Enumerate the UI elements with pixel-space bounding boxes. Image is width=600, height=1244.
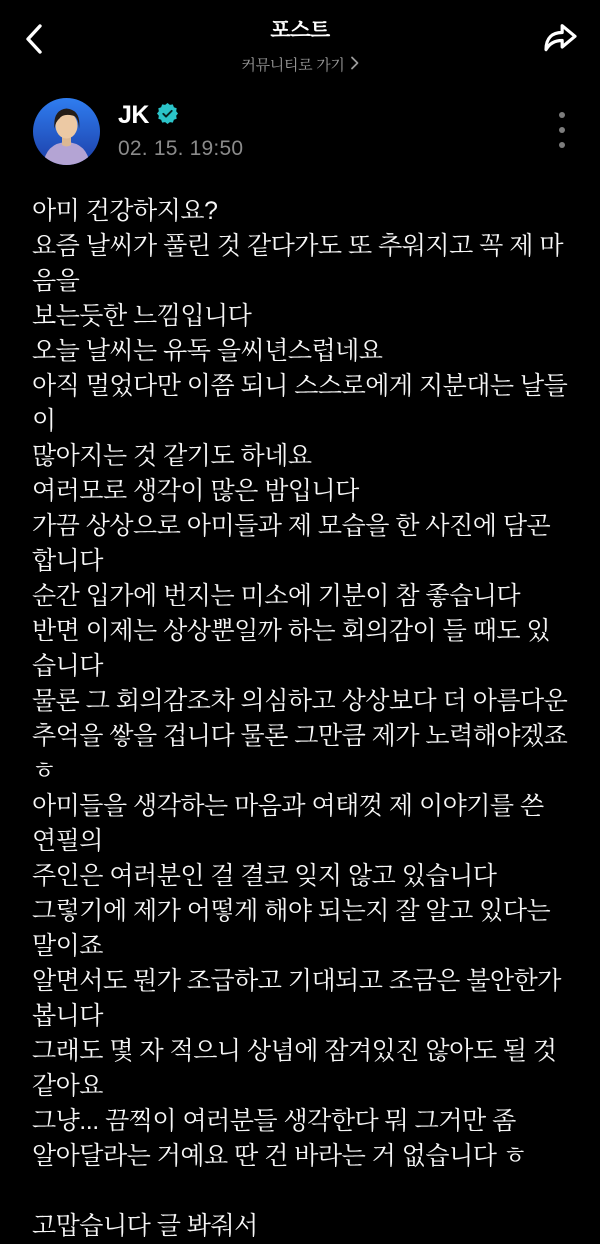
profile-photo-icon xyxy=(33,152,100,169)
post-line: 말이죠 xyxy=(32,932,103,960)
post-line: 물론 그 회의감조차 의심하고 상상보다 더 아름다운 xyxy=(32,687,568,715)
post-line xyxy=(32,1174,572,1209)
post-body xyxy=(0,178,600,1244)
post-line: 알아달라는 거예요 딴 건 바라는 거 없습니다 ㅎ xyxy=(32,1142,527,1170)
post-line: 그렇기에 제가 어떻게 해야 되는지 잘 알고 있다는 xyxy=(32,897,551,925)
verified-badge-icon xyxy=(157,103,178,129)
author-name: JK xyxy=(118,101,149,129)
post-line: 주인은 여러분인 걸 결코 잊지 않고 있습니다 xyxy=(32,862,497,890)
post-line: 여러모로 생각이 많은 밤입니다 xyxy=(32,477,359,505)
post-line: 알면서도 뭔가 조급하고 기대되고 조금은 불안한가 xyxy=(32,967,561,995)
post-line: 보는듯한 느낌입니다 xyxy=(32,302,252,330)
post-line: 고맙습니다 글 봐줘서 xyxy=(32,1212,258,1240)
post-line: 같아요 xyxy=(32,1072,103,1100)
post-line: 반면 이제는 상상뿐일까 하는 회의감이 들 때도 있습니다 xyxy=(32,617,551,680)
post-line: 아미 건강하지요? xyxy=(32,197,218,225)
share-button[interactable] xyxy=(536,14,584,62)
page-title: 포스트 xyxy=(270,19,330,42)
post-line: 요즘 날씨가 풀린 것 같다가도 또 추워지고 꼭 제 마음을 xyxy=(32,232,564,295)
post-line: 순간 입가에 번지는 미소에 기분이 참 좋습니다 xyxy=(32,582,521,610)
post-line: 아미들을 생각하는 마음과 여태껏 제 이야기를 쓴 연필의 xyxy=(32,792,544,855)
chevron-left-icon xyxy=(22,22,46,59)
back-button[interactable] xyxy=(14,18,54,62)
chevron-right-icon xyxy=(350,56,359,74)
post-line: 오늘 날씨는 유독 을씨년스럽네요 xyxy=(32,337,383,365)
more-options-button[interactable] xyxy=(546,106,578,154)
post-line: 합니다 xyxy=(32,547,103,575)
post-line: 가끔 상상으로 아미들과 제 모습을 한 사진에 담곤 xyxy=(32,512,551,540)
post-line: 추억을 쌓을 겁니다 물론 그만큼 제가 노력해야겠죠ㅎ xyxy=(32,722,568,785)
post-line: 봅니다 xyxy=(32,1002,103,1030)
post-line: 그냥... 끔찍이 여러분들 생각한다 뭐 그거만 좀 xyxy=(32,1107,516,1135)
post-line: 아직 멀었다만 이쯤 되니 스스로에게 지분대는 날들이 xyxy=(32,372,568,435)
kebab-menu-icon xyxy=(559,112,565,148)
go-to-community-link[interactable] xyxy=(241,54,358,75)
author-row[interactable] xyxy=(118,101,243,130)
go-to-community-label: 커뮤니티로 가기 xyxy=(241,57,345,74)
post-line: 그래도 몇 자 적으니 상념에 잠겨있진 않아도 될 것 xyxy=(32,1037,557,1065)
app-bar xyxy=(0,0,600,90)
post-line: 많아지는 것 같기도 하네요 xyxy=(32,442,312,470)
share-arrow-icon xyxy=(540,17,580,60)
author-block xyxy=(118,101,243,161)
post-timestamp: 02. 15. 19:50 xyxy=(118,137,244,160)
post-header xyxy=(0,98,600,178)
app-bar-center xyxy=(70,14,530,75)
avatar[interactable] xyxy=(33,98,100,165)
